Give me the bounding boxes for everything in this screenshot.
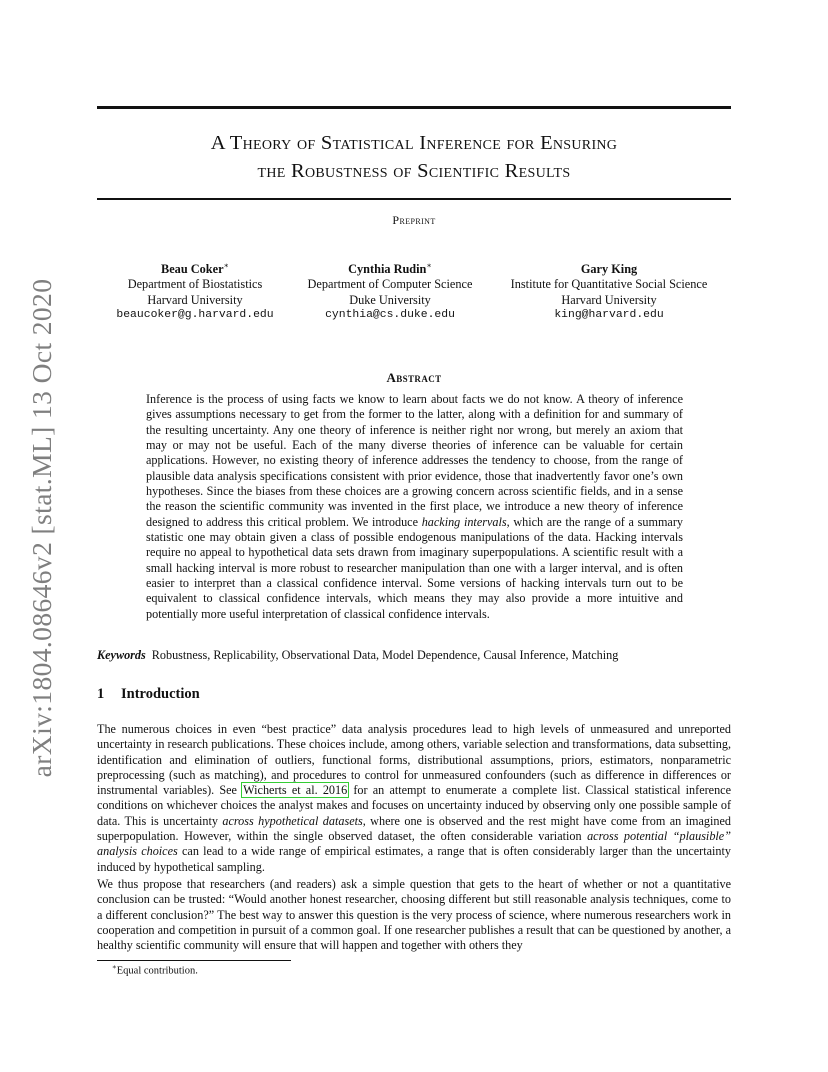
footnote: ∗Equal contribution. xyxy=(112,963,198,977)
intro-paragraph-1: The numerous choices in even “best practice” data analysis procedures lead to high levels of unmeasured and unreported uncertainty in research publications. These choices include, among others, variable selection and transformations, data subsetting, identification and elimination of outliers, functional forms, distributional assumptions, priors, estimators, nonparametric preprocessing (such as matching), and procedures to control for unmeasured confounders (such as difference in differences or instrumental variables). See Wicherts et al. 2016 for an attempt to enumerate a complete list. Classical statistical inference conditions on whichever choices the analyst makes and focuses on uncertainty induced by observing only one possible sample of data. This is uncertainty across hypothetical datasets, where one is observed and the rest might have come from an imagined superpopulation. However, within the single observed dataset, the often considerable variation across potential “plausible” analysis choices can lead to a wide range of empirical estimates, a range that is often considerably larger than the uncertainty induced by hypothetical sampling. xyxy=(97,722,732,874)
title-rule-top xyxy=(97,106,731,109)
preprint-label: Preprint xyxy=(392,213,436,227)
author-email: king@harvard.edu xyxy=(554,308,664,321)
keywords-text: Robustness, Replicability, Observational Data, Model Dependence, Causal Inference, Matching xyxy=(151,648,619,662)
intro-paragraph-2: We thus propose that researchers (and readers) ask a simple question that gets to the heart of whether or not a quantitative conclusion can be trusted: “Would another honest researcher, choosing different but still reasonable analysis techniques, come to a different conclusion?” The best way to answer this question is the very process of science, where numerous researchers work in cooperation and competition in pursuit of a common goal. If one researcher publishes a result that can be questioned by another, a healthy scientific community will ensure that will happen and together with others they xyxy=(97,877,731,953)
keywords-label: Keywords xyxy=(97,648,146,662)
author-email: cynthia@cs.duke.edu xyxy=(325,308,455,321)
keywords-line xyxy=(97,648,731,663)
author-email: beaucoker@g.harvard.edu xyxy=(116,308,274,321)
author-institution: Harvard University xyxy=(147,292,243,307)
abstract-heading: Abstract xyxy=(386,370,442,385)
section-number: 1 xyxy=(97,686,105,702)
title-line-2: the Robustness of Scientific Results xyxy=(257,160,571,182)
arxiv-side-stamp: arXiv:1804.08646v2 [stat.ML] 13 Oct 2020 xyxy=(26,278,57,778)
author-name: Cynthia Rudin∗ xyxy=(348,261,432,277)
author-3 xyxy=(495,258,723,323)
citation-link[interactable]: Wicherts et al. 2016 xyxy=(243,783,348,798)
footnote-rule xyxy=(97,960,291,961)
author-name: Gary King xyxy=(580,262,638,277)
paper-title xyxy=(97,129,731,185)
abstract-text: Inference is the process of using facts we know to learn about facts we do not know. A theory of inference gives assumptions necessary to get from the former to the latter, along with a definition for and summary of the resulting uncertainty. Any one theory of inference is neither right nor wrong, but merely an axiom that may or may not be useful. Each of the many diverse theories of inference can be valuable for certain applications. However, no existing theory of inference addresses the tendency to choose, from the range of plausible data analysis specifications consistent with prior evidence, those that inadvertently favor one’s own hypotheses. Since the biases from these choices are a growing concern across scientific fields, and in a sense the reason the scientific community was invented in the first place, we introduce a new theory of inference designed to address this critical problem. We introduce hacking intervals, which are the range of a summary statistic one may obtain given a class of possible endogenous manipulations of the data. Hacking intervals require no appeal to hypothetical data sets drawn from imaginary superpopulations. A scientific result with a small hacking interval is more robust to researcher manipulation than one with a larger interval, and is often easier to interpret than a classical confidence interval. Some versions of hacking intervals turn out to be equivalent to classical confidence intervals, which means they may also provide a more intuitive and potentially more useful interpretation of classical confidence intervals. xyxy=(146,392,683,621)
section-heading xyxy=(97,686,200,703)
section-title: Introduction xyxy=(121,686,200,702)
author-institution: Duke University xyxy=(349,292,431,307)
title-line-1: A Theory of Statistical Inference for Ensuring xyxy=(210,132,618,154)
title-rule-bottom xyxy=(97,198,731,200)
author-institution: Harvard University xyxy=(561,292,657,307)
author-2 xyxy=(293,258,487,323)
abstract-emphasis: hacking intervals xyxy=(421,514,507,529)
author-name: Beau Coker∗ xyxy=(161,261,229,277)
author-affiliation: Institute for Quantitative Social Science xyxy=(510,277,708,292)
author-affiliation: Department of Biostatistics xyxy=(127,277,263,292)
author-block xyxy=(97,258,731,322)
author-1 xyxy=(97,258,293,323)
author-affiliation: Department of Computer Science xyxy=(307,277,473,292)
